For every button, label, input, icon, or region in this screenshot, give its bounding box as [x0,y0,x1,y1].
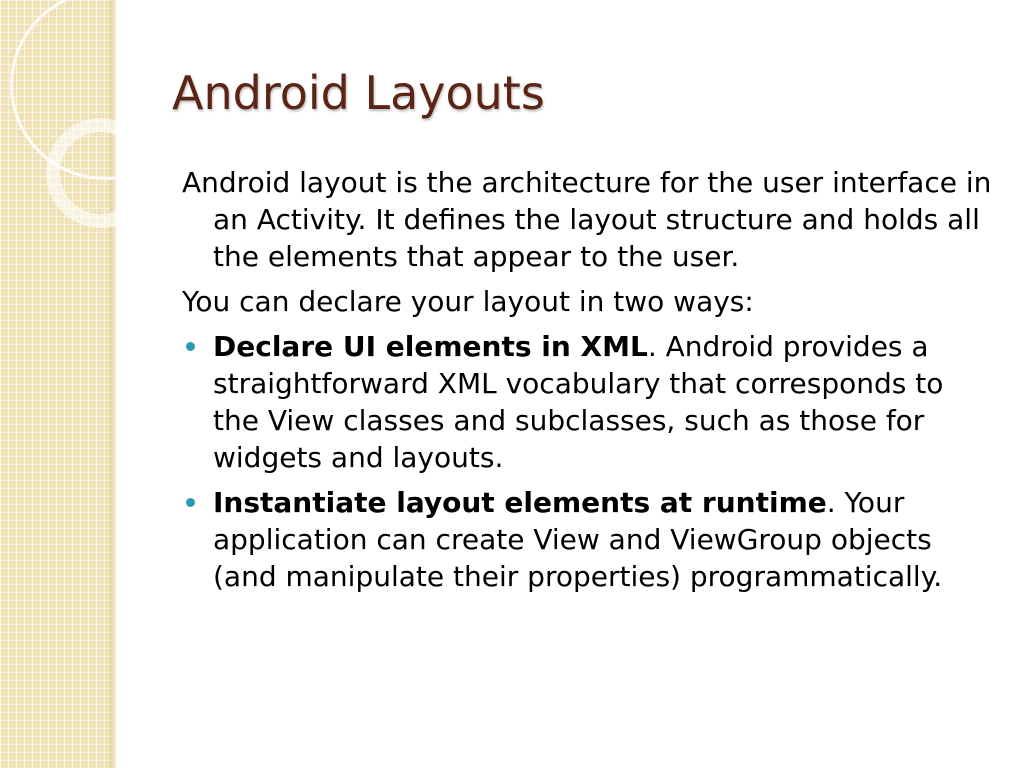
bullet-item-xml [182,328,997,476]
slide-body [182,164,997,603]
decorative-ring-small [46,118,156,228]
bullet-dot-icon [186,342,195,351]
bullet-dot-icon [186,498,195,507]
intro-paragraph: Android layout is the architecture for the user interface in an Activity. It defines the layout structure and holds all the elements that appear to the user. [182,166,992,273]
ways-paragraph: You can declare your layout in two ways: [182,285,754,318]
bullet-text: . Android provides a straightforward XML vocabulary that corresponds to the View classes and subclasses, such as those for widgets and layouts. [213,330,944,474]
slide-title: Android Layouts [172,66,545,120]
bullet-text: . Your application can create View and ViewGroup objects (and manipulate their properties) programmatically. [213,486,943,593]
bullet-bold-text: Declare UI elements in XML [213,330,648,363]
bullet-item-runtime [182,484,997,595]
bullet-bold-text: Instantiate layout elements at runtime [213,486,827,519]
